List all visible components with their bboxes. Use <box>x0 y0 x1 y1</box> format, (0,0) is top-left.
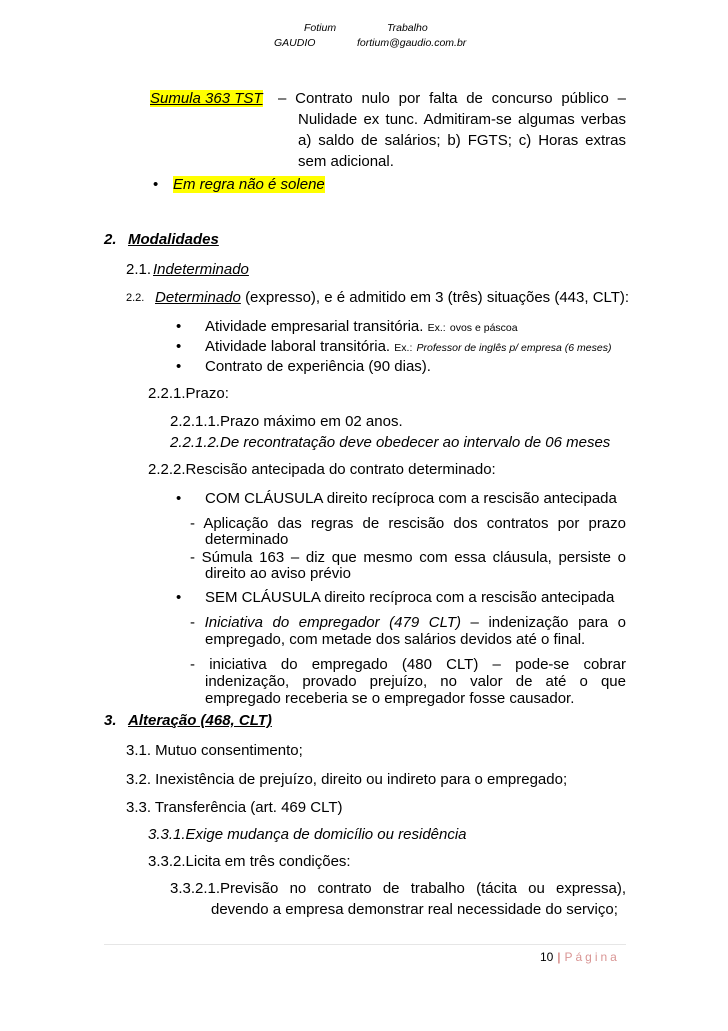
sec21-num: 2.1. <box>126 261 152 278</box>
bullet-dot: • <box>176 338 182 355</box>
bullet-dot: • <box>176 318 182 335</box>
bullet-dot: • <box>153 176 159 193</box>
solene-text: Em regra não é solene <box>173 176 325 193</box>
sumula-line2: Nulidade ex tunc. Admitiram-se algumas verbas <box>298 111 626 128</box>
solene-bullet <box>173 176 325 193</box>
sec22-num: 2.2. <box>126 292 145 304</box>
bullet-text: Atividade laboral transitória. <box>205 338 391 355</box>
sem-detail-2-line1: - iniciativa do empregado (480 CLT) – pode-se cobrar <box>190 656 626 673</box>
dash: - <box>190 614 205 631</box>
bullet-dot: • <box>176 358 182 375</box>
indenizacao-text: – indenização para o <box>460 614 626 631</box>
modalidade-bullet-3: Contrato de experiência (90 dias). <box>205 358 431 375</box>
sem-detail-1-line2: empregado, com metade dos salários devidos até o final. <box>205 631 586 648</box>
footer-separator: | <box>557 950 561 964</box>
page-word: Página <box>564 950 620 964</box>
sec2-num: 2. <box>104 231 117 248</box>
sec22-rest: (expresso), e é admitido em 3 (três) situações (443, CLT): <box>245 289 630 306</box>
example-prefix: Ex.: <box>394 342 413 354</box>
sec222: 2.2.2.Rescisão antecipada do contrato determinado: <box>148 461 496 478</box>
sec3321-line2: devendo a empresa demonstrar real necessidade do serviço; <box>211 901 618 918</box>
sem-detail-2-line2: indenização, provado prejuízo, no valor de até o que <box>205 673 626 690</box>
sem-clausula: SEM CLÁUSULA direito recíproca com a rescisão antecipada <box>205 589 615 606</box>
bullet-text: Atividade empresarial transitória. <box>205 318 424 335</box>
sec22-title: Determinado <box>155 289 241 306</box>
sec2212: 2.2.1.2.De recontratação deve obedecer ao intervalo de 06 meses <box>170 434 611 451</box>
modalidade-bullet-1 <box>205 318 518 335</box>
sec3321-line1: 3.3.2.1.Previsão no contrato de trabalho (tácita ou expressa), <box>170 880 626 897</box>
example-text: Professor de inglês p/ empresa (6 meses) <box>416 342 612 354</box>
sumula-label: Sumula 363 TST <box>150 90 263 107</box>
sec2211: 2.2.1.1.Prazo máximo em 02 anos. <box>170 413 403 430</box>
sec32: 3.2. Inexistência de prejuízo, direito ou indireto para o empregado; <box>126 771 568 788</box>
sem-detail-1-line1 <box>190 614 626 631</box>
iniciativa-empregador: Iniciativa do empregador (479 CLT) <box>204 614 461 631</box>
sem-detail-2-line3: empregado receberia se o empregador fosse causador. <box>205 690 575 707</box>
sec3-title: Alteração (468, CLT) <box>128 712 272 729</box>
sec33: 3.3. Transferência (art. 469 CLT) <box>126 799 343 816</box>
sumula-line1: – Contrato nulo por falta de concurso público – <box>278 90 626 107</box>
com-detail-2-line2: direito ao aviso prévio <box>205 565 351 582</box>
com-detail-2-line1: - Súmula 163 – diz que mesmo com essa cláusula, persiste o <box>190 549 626 566</box>
sec332: 3.3.2.Licita em três condições: <box>148 853 351 870</box>
example-prefix: Ex.: <box>427 322 446 334</box>
example-text: ovos e páscoa <box>449 322 518 334</box>
sec21-title: Indeterminado <box>153 261 249 278</box>
bullet-dot: • <box>176 589 182 606</box>
modalidade-bullet-2 <box>205 338 611 355</box>
sec3-num: 3. <box>104 712 117 729</box>
sec31: 3.1. Mutuo consentimento; <box>126 742 303 759</box>
footer-rule <box>104 944 626 945</box>
sec221: 2.2.1.Prazo: <box>148 385 229 402</box>
com-detail-1-line2: determinado <box>205 531 289 548</box>
sumula-block <box>150 90 263 107</box>
header-email: fortium@gaudio.com.br <box>357 37 467 49</box>
header-trabalho: Trabalho <box>387 22 428 34</box>
bullet-dot: • <box>176 490 182 507</box>
sec2-title: Modalidades <box>128 231 219 248</box>
header-fotium: Fotium <box>304 22 337 34</box>
sumula-line3: a) saldo de salários; b) FGTS; c) Horas extras <box>298 132 626 149</box>
sec331: 3.3.1.Exige mudança de domicílio ou residência <box>148 826 467 843</box>
page-number: 10 <box>540 950 554 964</box>
header-gaudio: GAUDIO <box>274 37 316 49</box>
page-footer <box>540 950 620 964</box>
sumula-line4: sem adicional. <box>298 153 394 170</box>
sec22-line <box>155 289 629 306</box>
com-clausula: COM CLÁUSULA direito recíproca com a rescisão antecipada <box>205 490 617 507</box>
com-detail-1-line1: - Aplicação das regras de rescisão dos contratos por prazo <box>190 515 626 532</box>
